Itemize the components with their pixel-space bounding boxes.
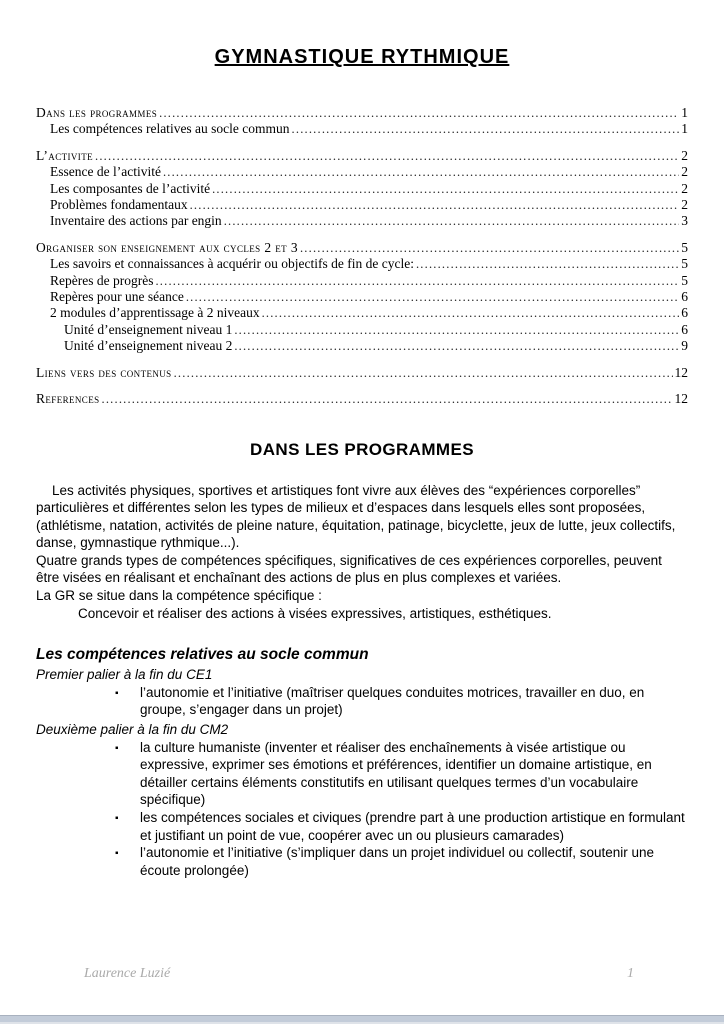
toc-leader-dots <box>95 148 679 164</box>
subsection-heading: Les compétences relatives au socle commun <box>36 646 369 664</box>
toc-entry-label: L’activite <box>36 147 93 163</box>
bullet-list-ce1 <box>36 684 688 719</box>
toc-leader-dots <box>262 305 680 321</box>
section-heading: DANS LES PROGRAMMES <box>250 439 474 459</box>
toc-leader-dots <box>212 181 679 197</box>
toc-leader-dots <box>224 213 680 229</box>
toc-entry-label: Liens vers des contenus <box>36 364 172 380</box>
toc-entry[interactable] <box>36 164 688 180</box>
toc-leader-dots <box>174 365 673 381</box>
list-item <box>36 739 688 809</box>
toc-entry[interactable] <box>36 213 688 229</box>
toc-leader-dots <box>186 289 679 305</box>
toc-entry[interactable] <box>36 322 688 338</box>
palier-ce1-label: Premier palier à la fin du CE1 <box>36 667 213 683</box>
square-bullet-icon: ▪ <box>115 848 119 860</box>
toc-page-number: 12 <box>674 364 688 380</box>
toc-entry-label: Essence de l’activité <box>50 164 161 180</box>
toc-entry-label: Unité d’enseignement niveau 1 <box>64 321 233 337</box>
toc-page-number: 1 <box>681 105 688 120</box>
toc-entry-label: Les savoirs et connaissances à acquérir ou objectifs de fin de cycle: <box>50 256 414 272</box>
subsection-socle-commun <box>36 646 688 879</box>
toc-page-number: 2 <box>681 147 688 163</box>
toc-entry[interactable] <box>36 181 688 197</box>
section-body <box>36 482 688 623</box>
toc-leader-dots <box>155 273 679 289</box>
toc-entry[interactable] <box>36 197 688 213</box>
toc-entry[interactable] <box>36 305 688 321</box>
toc-entry[interactable] <box>36 105 688 121</box>
toc-entry-label: Les composantes de l’activité <box>50 180 211 196</box>
paragraph-concevoir: Concevoir et réaliser des actions à visées expressives, artistiques, esthétiques. <box>78 605 552 621</box>
paragraph-competences: Quatre grands types de compétences spécifiques, significatives de ces expériences corporelles, peuvent être visées en réalisant et enchaînant des actions de plus en plus complexes et variées. <box>36 552 662 586</box>
list-item <box>36 844 688 879</box>
bullet-list-cm2 <box>36 739 688 880</box>
toc-entry-label: Organiser son enseignement aux cycles 2 et 3 <box>36 239 298 255</box>
toc-page-number: 12 <box>674 391 688 407</box>
toc-entry-label: Repères pour une séance <box>50 289 184 305</box>
toc-entry[interactable] <box>36 365 688 381</box>
toc-leader-dots <box>190 197 680 213</box>
toc-entry[interactable] <box>36 289 688 305</box>
toc-entry[interactable] <box>36 148 688 164</box>
table-of-contents <box>36 105 688 408</box>
toc-page-number: 2 <box>681 180 688 196</box>
list-item-text: l’autonomie et l’initiative (s’impliquer dans un projet individuel ou collectif, soutenir une écoute prolongée) <box>140 845 655 878</box>
page-footer <box>36 966 688 982</box>
toc-entry-label: 2 modules d’apprentissage à 2 niveaux <box>50 305 260 321</box>
toc-entry-label: Dans les programmes <box>36 105 158 120</box>
toc-page-number: 9 <box>681 338 688 354</box>
toc-page-number: 3 <box>681 213 688 229</box>
page-gap-band <box>0 1013 724 1024</box>
toc-entry-label: Unité d’enseignement niveau 2 <box>64 338 233 354</box>
paragraph-intro: Les activités physiques, sportives et artistiques font vivre aux élèves des “expériences corporelles” particulières et différentes selon les types de milieux et d’espaces dans lesquels elles sont proposées, (athlétisme, natation, activités de pleine nature, équitation, patinage, bicyclette, jeux de lutte, jeux collectifs, danse, gymnastique rythmique...). <box>36 482 676 551</box>
list-item-text: l’autonomie et l’initiative (maîtriser quelques conduites motrices, travailler en duo, en groupe, s’engager dans un projet) <box>140 684 645 718</box>
toc-entry-label: Repères de progrès <box>50 272 154 288</box>
palier-cm2-label: Deuxième palier à la fin du CM2 <box>36 722 229 738</box>
paragraph-gr: La GR se situe dans la compétence spécifique : <box>36 588 322 604</box>
footer-author: Laurence Luzié <box>84 966 171 981</box>
toc-page-number: 6 <box>681 305 688 321</box>
footer-page-number: 1 <box>627 966 634 981</box>
toc-page-number: 5 <box>681 256 688 272</box>
toc-entry[interactable] <box>36 240 688 256</box>
toc-entry-label: Les compétences relatives au socle commun <box>50 121 290 137</box>
toc-entry-label: Inventaire des actions par engin <box>50 213 222 229</box>
toc-leader-dots <box>102 391 673 407</box>
toc-page-number: 6 <box>681 321 688 337</box>
toc-leader-dots <box>292 121 680 137</box>
toc-entry[interactable] <box>36 391 688 407</box>
square-bullet-icon: ▪ <box>115 687 119 699</box>
toc-page-number: 5 <box>681 272 688 288</box>
toc-entry[interactable] <box>36 338 688 354</box>
toc-page-number: 5 <box>681 239 688 255</box>
toc-leader-dots <box>416 256 679 272</box>
toc-entry[interactable] <box>36 273 688 289</box>
toc-leader-dots <box>234 338 679 354</box>
toc-entry[interactable] <box>36 256 688 272</box>
toc-entry-label: References <box>36 391 100 407</box>
square-bullet-icon: ▪ <box>115 813 119 824</box>
list-item <box>36 684 688 719</box>
toc-entry-label: Problèmes fondamentaux <box>50 197 188 213</box>
toc-leader-dots <box>159 105 679 121</box>
toc-leader-dots <box>300 240 679 256</box>
square-bullet-icon: ▪ <box>115 742 119 754</box>
toc-entry[interactable] <box>36 121 688 137</box>
toc-leader-dots <box>234 322 679 338</box>
list-item-text: les compétences sociales et civiques (prendre part à une production artistique en formulant et justifiant un point de vue, coopérer avec un ou plusieurs camarades) <box>140 810 685 843</box>
section-dans-les-programmes <box>36 440 688 880</box>
list-item-text: la culture humaniste (inventer et réaliser des enchaînements à visée artistique ou expressive, exprimer ses émotions et préférences, identifier un domaine artistique, en détailler certains éléments constitutifs en utilisant quelques termes d’un vocabulaire spécifique) <box>140 739 652 808</box>
toc-page-number: 2 <box>681 197 688 213</box>
document-title: GYMNASTIQUE RYTHMIQUE <box>214 46 510 68</box>
list-item <box>36 809 688 844</box>
toc-page-number: 1 <box>681 121 688 137</box>
toc-page-number: 6 <box>681 289 688 305</box>
toc-leader-dots <box>163 164 679 180</box>
toc-page-number: 2 <box>681 164 688 180</box>
